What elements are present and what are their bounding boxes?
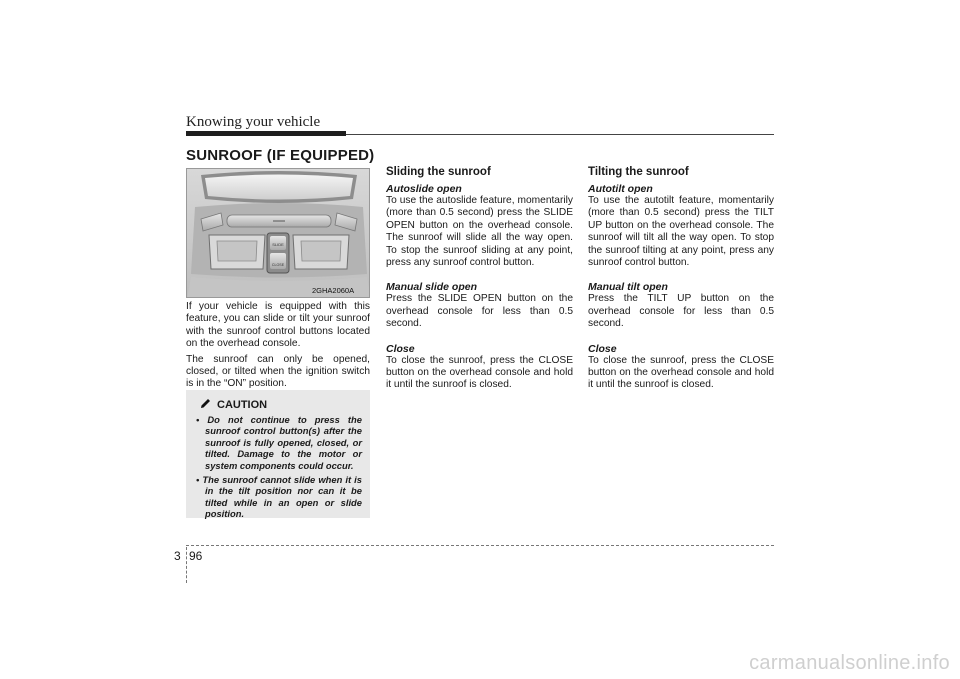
caution-item: • Do not continue to press the sunroof control button(s) after the sunroof is fully opened, closed, or tilted. Damage to the motor or system components could occur. xyxy=(196,414,362,471)
autoslide-title: Autoslide open xyxy=(386,183,462,195)
tilt-close-title: Close xyxy=(588,342,617,355)
manual-tilt-title: Manual tilt open xyxy=(588,281,668,294)
tilting-section xyxy=(588,166,774,392)
header-accent-bar xyxy=(186,131,346,136)
tilt-close-text: To close the sunroof, press the CLOSE button on the overhead console and hold it until the sunroof is closed. xyxy=(588,354,774,391)
intro-text xyxy=(186,301,370,391)
pencil-icon xyxy=(200,398,211,412)
header-rule xyxy=(346,134,774,135)
intro-paragraph-2: The sunroof can only be opened, closed, or tilted when the ignition switch is in the “ON” position. xyxy=(186,353,370,390)
caution-box xyxy=(186,390,370,518)
chapter-number: 3 xyxy=(174,549,181,563)
sliding-section xyxy=(386,166,573,392)
caution-list xyxy=(194,414,362,520)
caution-title: CAUTION xyxy=(217,399,268,411)
autoslide-text: To use the autoslide feature, momentarily (more than 0.5 second) press the SLIDE OPEN button on the overhead console. The sunroof will slide all the way open. To stop the sunroof sliding at any point, press any sunroof control button. xyxy=(386,195,573,269)
figure-code: 2GHA2060A xyxy=(312,286,355,295)
caution-item: • The sunroof cannot slide when it is in the tilt position nor can it be tilted while in an open or slide position. xyxy=(196,474,362,520)
page-number: 96 xyxy=(189,549,203,563)
slide-close-title: Close xyxy=(386,342,415,355)
manual-slide-text: Press the SLIDE OPEN button on the overhead console for less than 0.5 second. xyxy=(386,293,573,330)
tilting-title: Tilting the sunroof xyxy=(588,166,689,178)
autotilt-title: Autotilt open xyxy=(588,183,653,195)
caution-header xyxy=(200,398,362,412)
overhead-console-photo xyxy=(186,168,370,298)
autotilt-text: To use the autotilt feature, momentarily (more than 0.5 second) press the TILT UP button on the overhead console. The sunroof will tilt all the way open. To stop the sunroof tilting at any point, press any sunroof control button. xyxy=(588,195,774,269)
manual-tilt-text: Press the TILT UP button on the overhead console for less than 0.5 second. xyxy=(588,293,774,330)
svg-text:SLIDE: SLIDE xyxy=(272,242,284,247)
running-header: Knowing your vehicle xyxy=(186,114,321,130)
watermark: carmanualsonline.info xyxy=(749,652,950,674)
svg-text:CLOSE: CLOSE xyxy=(271,263,285,267)
footer-divider xyxy=(186,547,187,583)
overhead-console-illustration xyxy=(187,169,370,298)
manual-slide-title: Manual slide open xyxy=(386,281,478,294)
footer-rule xyxy=(186,545,774,546)
sliding-title: Sliding the sunroof xyxy=(386,166,491,178)
slide-close-text: To close the sunroof, press the CLOSE button on the overhead console and hold it until the sunroof is closed. xyxy=(386,354,573,391)
section-title: SUNROOF (IF EQUIPPED) xyxy=(186,147,375,164)
intro-paragraph-1: If your vehicle is equipped with this feature, you can slide or tilt your sunroof with the sunroof control buttons located on the overhead console. xyxy=(186,301,370,350)
